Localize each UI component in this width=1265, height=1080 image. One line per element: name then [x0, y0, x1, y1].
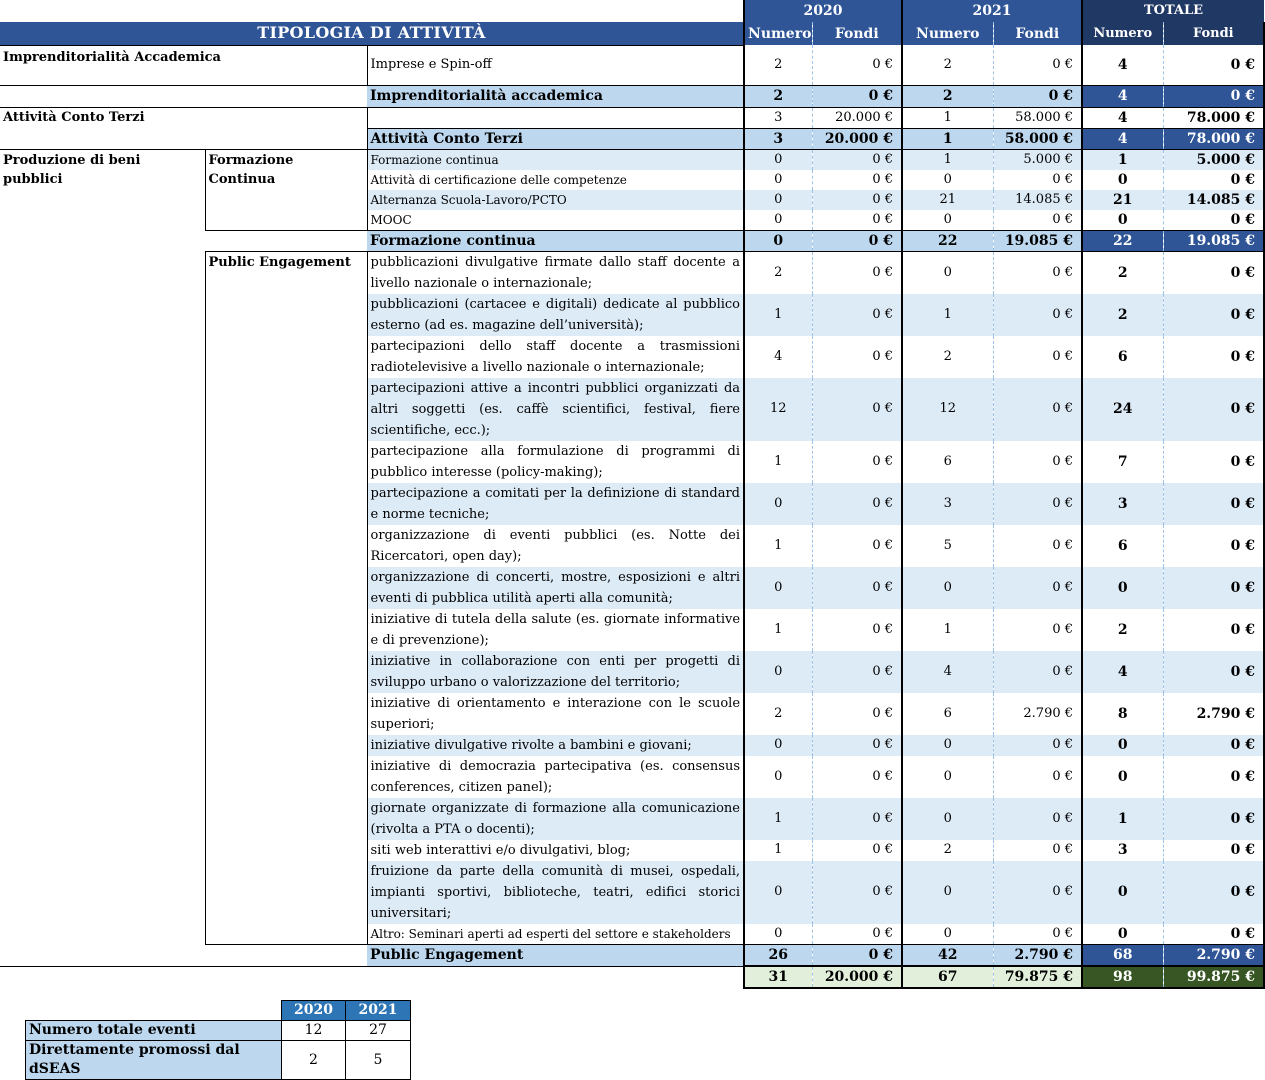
subtotal-numero-2021: 22	[902, 230, 993, 251]
group-label-engagement: Public Engagement	[205, 251, 367, 945]
subtotal-fondi-2021: 58.000 €	[993, 128, 1082, 149]
numero-2021-cell: 1	[902, 609, 993, 651]
activity-cell: Imprese e Spin-off	[367, 45, 744, 85]
activity-cell: organizzazione di concerti, mostre, esposizioni e altri eventi di pubblica utilità aperti alla comunità;	[367, 567, 744, 609]
subtotal-label: Formazione continua	[367, 230, 744, 251]
numero-totale-cell: 7	[1082, 441, 1163, 483]
grand-total-fondi-2020: 20.000 €	[812, 966, 902, 988]
numero-2021-cell: 1	[902, 149, 993, 170]
fondi-totale-cell: 0 €	[1163, 294, 1264, 336]
fondi-2020-cell: 0 €	[812, 210, 902, 231]
fondi-totale-cell: 0 €	[1163, 840, 1264, 861]
group-label-formazione: Formazione Continua	[205, 149, 367, 230]
col-fondi-2020: Fondi	[812, 22, 902, 45]
fondi-2021-cell: 0 €	[993, 861, 1082, 924]
fondi-2021-cell: 0 €	[993, 735, 1082, 756]
col-fondi-2021: Fondi	[993, 22, 1082, 45]
eventi-table	[25, 1000, 411, 1080]
subtotal-numero-totale: 22	[1082, 230, 1163, 251]
numero-2021-cell: 4	[902, 651, 993, 693]
col-fondi-totale: Fondi	[1163, 22, 1264, 45]
blank-cell	[0, 966, 744, 988]
activity-cell	[367, 107, 744, 128]
subtotal-numero-2020: 2	[744, 85, 812, 107]
fondi-totale-cell: 0 €	[1163, 924, 1264, 945]
fondi-totale-cell: 0 €	[1163, 483, 1264, 525]
fondi-totale-cell: 2.790 €	[1163, 693, 1264, 735]
numero-totale-cell: 1	[1082, 798, 1163, 840]
fondi-totale-cell: 78.000 €	[1163, 107, 1264, 128]
fondi-2021-cell: 0 €	[993, 567, 1082, 609]
fondi-2021-cell: 0 €	[993, 336, 1082, 378]
blank-cell	[0, 85, 367, 107]
numero-2021-cell: 1	[902, 107, 993, 128]
numero-2020-cell: 1	[744, 609, 812, 651]
subtotal-numero-2021: 1	[902, 128, 993, 149]
numero-2020-cell: 1	[744, 798, 812, 840]
numero-2020-cell: 0	[744, 651, 812, 693]
activity-cell: giornate organizzate di formazione alla comunicazione (rivolta a PTA o docenti);	[367, 798, 744, 840]
numero-totale-cell: 3	[1082, 840, 1163, 861]
numero-2020-cell: 0	[744, 170, 812, 190]
fondi-2021-cell: 58.000 €	[993, 107, 1082, 128]
activity-cell: Attività di certificazione delle competenze	[370, 172, 627, 187]
subtotal-numero-totale: 4	[1082, 128, 1163, 149]
numero-totale-cell: 1	[1082, 149, 1163, 170]
col-numero-totale: Numero	[1082, 22, 1163, 45]
activity-cell: pubblicazioni (cartacee e digitali) dedicate al pubblico esterno (ad es. magazine dell’università);	[367, 294, 744, 336]
fondi-2020-cell: 0 €	[812, 861, 902, 924]
subtotal-numero-2020: 3	[744, 128, 812, 149]
numero-totale-cell: 4	[1082, 107, 1163, 128]
numero-2021-cell: 0	[902, 170, 993, 190]
grand-total-numero-2020: 31	[744, 966, 812, 988]
table-title: TIPOLOGIA DI ATTIVITÀ	[0, 22, 744, 45]
numero-2020-cell: 0	[744, 190, 812, 210]
fondi-totale-cell: 14.085 €	[1163, 190, 1264, 210]
activity-cell: Alternanza Scuola-Lavoro/PCTO	[367, 190, 744, 210]
fondi-2021-cell: 0 €	[993, 45, 1082, 85]
fondi-2021-cell: 0 €	[993, 609, 1082, 651]
fondi-totale-cell: 0 €	[1163, 170, 1264, 190]
fondi-2021-cell: 0 €	[993, 525, 1082, 567]
activity-cell: Formazione continua	[367, 149, 744, 170]
fondi-totale-cell: 0 €	[1163, 567, 1264, 609]
activity-cell: partecipazioni attive a incontri pubblici organizzati da altri soggetti (es. caffè scientifici, festival, fiere scientifiche, ecc.);	[367, 378, 744, 441]
col-numero-2021: Numero	[902, 22, 993, 45]
grand-total-fondi-2021: 79.875 €	[993, 966, 1082, 988]
fondi-totale-cell: 0 €	[1163, 609, 1264, 651]
fondi-2021-cell: 0 €	[993, 651, 1082, 693]
fondi-2020-cell: 0 €	[812, 651, 902, 693]
numero-2021-cell: 21	[902, 190, 993, 210]
eventi-value: 27	[346, 1021, 411, 1041]
fondi-2021-cell: 0 €	[993, 210, 1082, 231]
numero-2020-cell: 4	[744, 336, 812, 378]
activity-cell: partecipazioni dello staff docente a trasmissioni radiotelevisive a livello nazionale o internazionale;	[370, 338, 741, 375]
activity-cell: MOOC	[370, 212, 412, 227]
fondi-totale-cell: 0 €	[1163, 651, 1264, 693]
numero-totale-cell: 6	[1082, 336, 1163, 378]
fondi-totale-cell: 0 €	[1163, 45, 1264, 85]
numero-totale-cell: 0	[1082, 170, 1163, 190]
grand-total-numero-2021: 67	[902, 966, 993, 988]
fondi-2021-cell: 2.790 €	[993, 693, 1082, 735]
numero-2021-cell: 2	[902, 840, 993, 861]
fondi-2020-cell: 0 €	[812, 840, 902, 861]
section-label-beni-pubblici: Produzione di beni pubblici	[0, 149, 205, 966]
numero-totale-cell: 2	[1082, 609, 1163, 651]
subtotal-numero-totale: 4	[1082, 85, 1163, 107]
numero-2021-cell: 0	[902, 567, 993, 609]
subtotal-fondi-totale: 0 €	[1163, 85, 1264, 107]
numero-totale-cell: 4	[1082, 45, 1163, 85]
numero-2020-cell: 2	[744, 251, 812, 294]
fondi-2020-cell: 20.000 €	[812, 107, 902, 128]
numero-totale-cell: 0	[1082, 756, 1163, 798]
numero-2020-cell: 0	[744, 149, 812, 170]
numero-2021-cell: 2	[902, 336, 993, 378]
fondi-totale-cell: 0 €	[1163, 525, 1264, 567]
eventi-row-label: Direttamente promossi dal dSEAS	[26, 1041, 282, 1080]
fondi-totale-cell: 0 €	[1163, 798, 1264, 840]
numero-2021-cell: 0	[902, 924, 993, 945]
numero-totale-cell: 2	[1082, 294, 1163, 336]
fondi-totale-cell: 0 €	[1163, 441, 1264, 483]
subtotal-numero-2020: 26	[744, 945, 812, 967]
blank-cell	[205, 230, 367, 251]
grand-total-fondi-totale: 99.875 €	[1163, 966, 1264, 988]
fondi-2021-cell: 0 €	[993, 924, 1082, 945]
fondi-2021-cell: 0 €	[993, 441, 1082, 483]
eventi-year-2021: 2021	[346, 1001, 411, 1021]
fondi-totale-cell: 5.000 €	[1163, 149, 1264, 170]
subtotal-label: Public Engagement	[367, 945, 744, 967]
fondi-2020-cell: 0 €	[812, 756, 902, 798]
fondi-2021-cell: 5.000 €	[993, 149, 1082, 170]
fondi-2020-cell: 0 €	[812, 567, 902, 609]
fondi-2020-cell: 0 €	[812, 336, 902, 378]
fondi-2021-cell: 0 €	[993, 483, 1082, 525]
fondi-2021-cell: 0 €	[993, 170, 1082, 190]
year-2020-header: 2020	[744, 0, 902, 22]
numero-2021-cell: 5	[902, 525, 993, 567]
numero-totale-cell: 2	[1082, 251, 1163, 294]
numero-totale-cell: 0	[1082, 924, 1163, 945]
numero-2021-cell: 0	[902, 251, 993, 294]
numero-2021-cell: 1	[902, 294, 993, 336]
numero-2020-cell: 0	[744, 861, 812, 924]
numero-2020-cell: 2	[744, 693, 812, 735]
fondi-2020-cell: 0 €	[812, 798, 902, 840]
numero-totale-cell: 24	[1082, 378, 1163, 441]
numero-totale-cell: 21	[1082, 190, 1163, 210]
subtotal-numero-2021: 2	[902, 85, 993, 107]
numero-2021-cell: 0	[902, 861, 993, 924]
numero-2020-cell: 0	[744, 483, 812, 525]
fondi-2020-cell: 0 €	[812, 45, 902, 85]
fondi-2020-cell: 0 €	[812, 190, 902, 210]
eventi-value: 5	[346, 1041, 411, 1080]
eventi-value: 2	[282, 1041, 346, 1080]
fondi-2020-cell: 0 €	[812, 483, 902, 525]
subtotal-fondi-totale: 19.085 €	[1163, 230, 1264, 251]
fondi-2021-cell: 0 €	[993, 251, 1082, 294]
fondi-2020-cell: 0 €	[812, 378, 902, 441]
grand-total-numero-totale: 98	[1082, 966, 1163, 988]
eventi-year-2020: 2020	[282, 1001, 346, 1021]
fondi-2021-cell: 0 €	[993, 840, 1082, 861]
fondi-2021-cell: 0 €	[993, 756, 1082, 798]
numero-totale-cell: 3	[1082, 483, 1163, 525]
numero-2021-cell: 12	[902, 378, 993, 441]
col-numero-2020: Numero	[744, 22, 812, 45]
activity-cell: iniziative di democrazia partecipativa (es. consensus conferences, citizen panel);	[370, 758, 741, 795]
fondi-2020-cell: 0 €	[812, 609, 902, 651]
subtotal-fondi-2020: 0 €	[812, 85, 902, 107]
fondi-2021-cell: 0 €	[993, 798, 1082, 840]
numero-2021-cell: 3	[902, 483, 993, 525]
fondi-2021-cell: 0 €	[993, 294, 1082, 336]
subtotal-label: Attività Conto Terzi	[367, 128, 744, 149]
numero-2021-cell: 6	[902, 441, 993, 483]
fondi-totale-cell: 0 €	[1163, 336, 1264, 378]
eventi-row-label: Numero totale eventi	[26, 1021, 282, 1041]
numero-2021-cell: 0	[902, 735, 993, 756]
activity-cell: iniziative in collaborazione con enti per progetti di sviluppo urbano o valorizzazione del territorio;	[367, 651, 744, 693]
fondi-2020-cell: 0 €	[812, 170, 902, 190]
activity-cell: fruizione da parte della comunità di musei, ospedali, impianti sportivi, biblioteche, teatri, edifici storici universitari;	[367, 861, 744, 924]
fondi-totale-cell: 0 €	[1163, 378, 1264, 441]
numero-2020-cell: 1	[744, 441, 812, 483]
activity-cell: organizzazione di eventi pubblici (es. Notte dei Ricercatori, open day);	[370, 527, 741, 564]
subtotal-numero-2021: 42	[902, 945, 993, 967]
activity-cell: iniziative di tutela della salute (es. giornate informative e di prevenzione);	[370, 611, 741, 648]
numero-2020-cell: 2	[744, 45, 812, 85]
subtotal-numero-totale: 68	[1082, 945, 1163, 967]
numero-totale-cell: 0	[1082, 735, 1163, 756]
numero-2021-cell: 0	[902, 210, 993, 231]
subtotal-label: Imprenditorialità accademica	[367, 85, 744, 107]
numero-2020-cell: 0	[744, 567, 812, 609]
numero-2020-cell: 0	[744, 210, 812, 231]
subtotal-fondi-2021: 19.085 €	[993, 230, 1082, 251]
numero-2021-cell: 2	[902, 45, 993, 85]
fondi-totale-cell: 0 €	[1163, 756, 1264, 798]
fondi-2020-cell: 0 €	[812, 149, 902, 170]
fondi-2020-cell: 0 €	[812, 525, 902, 567]
numero-totale-cell: 4	[1082, 651, 1163, 693]
numero-2020-cell: 12	[744, 378, 812, 441]
fondi-totale-cell: 0 €	[1163, 210, 1264, 231]
blank-cell	[205, 945, 367, 967]
fondi-totale-cell: 0 €	[1163, 251, 1264, 294]
subtotal-fondi-totale: 78.000 €	[1163, 128, 1264, 149]
numero-totale-cell: 8	[1082, 693, 1163, 735]
activity-cell: partecipazione a comitati per la definizione di standard e norme tecniche;	[367, 483, 744, 525]
numero-totale-cell: 0	[1082, 861, 1163, 924]
subtotal-fondi-2021: 0 €	[993, 85, 1082, 107]
fondi-2020-cell: 0 €	[812, 735, 902, 756]
fondi-2020-cell: 0 €	[812, 693, 902, 735]
numero-totale-cell: 0	[1082, 567, 1163, 609]
numero-2020-cell: 1	[744, 840, 812, 861]
numero-totale-cell: 6	[1082, 525, 1163, 567]
year-total-header: TOTALE	[1082, 0, 1264, 22]
activity-cell: partecipazione alla formulazione di programmi di pubblico interesse (policy-making);	[370, 443, 741, 480]
fondi-2021-cell: 14.085 €	[993, 190, 1082, 210]
fondi-totale-cell: 0 €	[1163, 861, 1264, 924]
numero-2021-cell: 0	[902, 798, 993, 840]
section-label-imprenditorialita: Imprenditorialità Accademica	[0, 45, 367, 85]
numero-2020-cell: 1	[744, 294, 812, 336]
subtotal-fondi-2020: 20.000 €	[812, 128, 902, 149]
fondi-2020-cell: 0 €	[812, 251, 902, 294]
activity-cell: iniziative di orientamento e interazione con le scuole superiori;	[370, 695, 741, 732]
numero-2020-cell: 1	[744, 525, 812, 567]
fondi-2020-cell: 0 €	[812, 441, 902, 483]
fondi-totale-cell: 0 €	[1163, 735, 1264, 756]
subtotal-fondi-totale: 2.790 €	[1163, 945, 1264, 967]
fondi-2020-cell: 0 €	[812, 294, 902, 336]
fondi-2021-cell: 0 €	[993, 378, 1082, 441]
activity-cell: pubblicazioni divulgative firmate dallo staff docente a livello nazionale o internazionale;	[370, 254, 741, 291]
fondi-2020-cell: 0 €	[812, 924, 902, 945]
numero-totale-cell: 0	[1082, 210, 1163, 231]
subtotal-fondi-2020: 0 €	[812, 230, 902, 251]
numero-2020-cell: 0	[744, 924, 812, 945]
numero-2021-cell: 0	[902, 756, 993, 798]
numero-2021-cell: 6	[902, 693, 993, 735]
activity-cell: iniziative divulgative rivolte a bambini e giovani;	[367, 735, 744, 756]
section-label-conto-terzi: Attività Conto Terzi	[0, 107, 367, 149]
activity-cell: Altro: Seminari aperti ad esperti del settore e stakeholders	[370, 926, 731, 941]
activity-cell: siti web interattivi e/o divulgativi, blog;	[370, 842, 631, 858]
numero-2020-cell: 3	[744, 107, 812, 128]
eventi-value: 12	[282, 1021, 346, 1041]
subtotal-numero-2020: 0	[744, 230, 812, 251]
numero-2020-cell: 0	[744, 735, 812, 756]
subtotal-fondi-2021: 2.790 €	[993, 945, 1082, 967]
year-2021-header: 2021	[902, 0, 1082, 22]
subtotal-fondi-2020: 0 €	[812, 945, 902, 967]
numero-2020-cell: 0	[744, 756, 812, 798]
